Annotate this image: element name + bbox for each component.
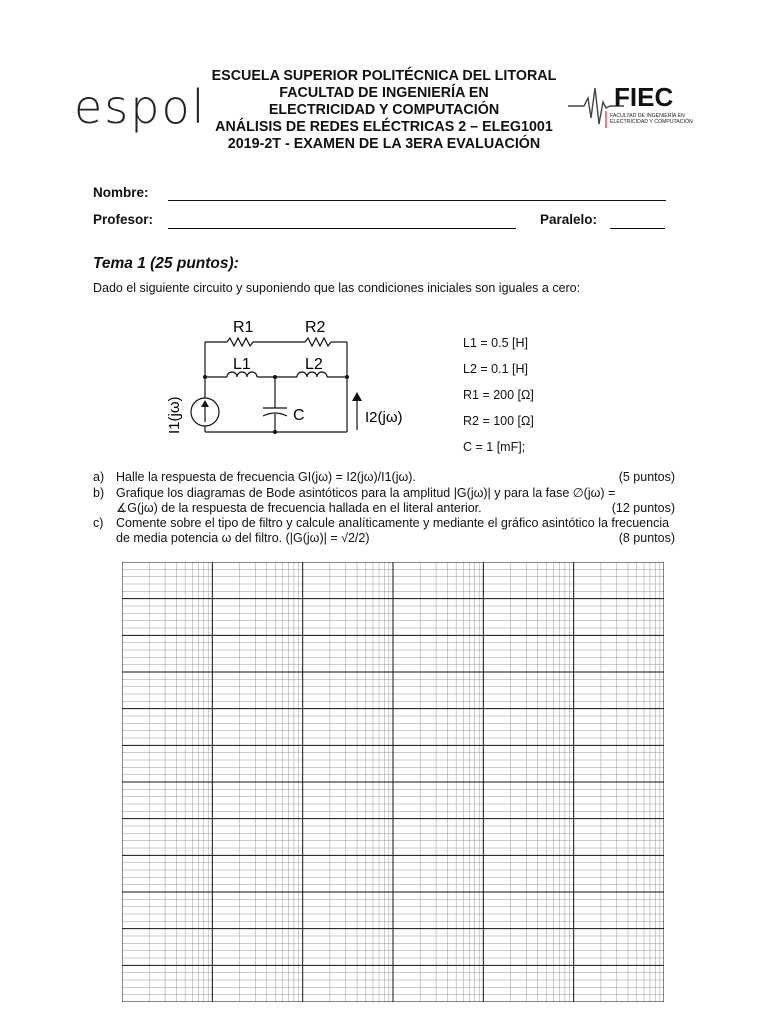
paralelo-field[interactable]: [610, 228, 665, 229]
nombre-label: Nombre:: [93, 185, 149, 200]
question-b-line1c: y para la fase ∅(jω) =: [494, 486, 616, 500]
value-r2: R2 = 100 [Ω]: [463, 414, 534, 428]
header-line-1: ESCUELA SUPERIOR POLITÉCNICA DEL LITORAL: [211, 68, 557, 84]
question-c-line1: Comente sobre el tipo de filtro y calcule analíticamente y mediante el gráfico asintótico la frecuencia: [116, 516, 670, 530]
question-b-line2b: (jω: [136, 501, 154, 515]
value-r1: R1 = 200 [Ω]: [463, 388, 534, 402]
question-c-line2b: del filtro. (|G: [234, 531, 303, 545]
question-b-points: (12 puntos): [611, 501, 675, 515]
question-c-line2c: (jω: [302, 531, 320, 545]
question-c-line2d: )| = √2/2): [319, 531, 370, 545]
label-l2: L2: [305, 356, 323, 373]
question-b-line1a: Grafique los diagramas de Bode asintóticos para la amplitud |G: [116, 486, 467, 500]
profesor-field[interactable]: [168, 228, 516, 229]
question-b-letter: b): [93, 486, 105, 500]
question-b-line2c: ) de la respuesta de frecuencia hallada en el literal anterior.: [153, 501, 482, 515]
profesor-label: Profesor:: [93, 212, 154, 227]
fiec-logo: [566, 80, 716, 132]
label-l1: L1: [233, 356, 251, 373]
semilog-graph-paper[interactable]: [122, 562, 664, 1002]
exam-header: [160, 68, 608, 153]
question-b-line2a: ∡G: [116, 501, 137, 515]
question-c-letter: c): [93, 516, 104, 530]
component-values: [463, 330, 534, 460]
question-b: [93, 486, 675, 518]
label-r1: R1: [233, 319, 254, 336]
fiec-subtitle-2: ELECTRICIDAD Y COMPUTACIÓN: [610, 119, 693, 125]
value-l1: L1 = 0.5 [H]: [463, 336, 528, 350]
label-c: C: [293, 407, 305, 424]
espol-logo: espol: [74, 80, 207, 134]
header-line-2: FACULTAD DE INGENIERÍA EN: [279, 85, 489, 101]
label-i2: I2(jω): [365, 409, 403, 426]
circuit-diagram: [165, 312, 435, 442]
fiec-subtitle-1: FACULTAD DE INGENIERÍA EN: [610, 113, 685, 119]
question-c-points: (8 puntos): [618, 531, 675, 545]
paralelo-label: Paralelo:: [540, 212, 598, 227]
value-c: C = 1 [mF];: [463, 440, 526, 454]
value-l2: L2 = 0.1 [H]: [463, 362, 528, 376]
header-line-3: ELECTRICIDAD Y COMPUTACIÓN: [268, 102, 500, 118]
question-c-line2a: de media potencia ω: [116, 531, 232, 545]
nombre-field[interactable]: [168, 200, 666, 201]
header-line-4: ANÁLISIS DE REDES ELÉCTRICAS 2 – ELEG1001: [215, 119, 553, 135]
label-r2: R2: [305, 319, 326, 336]
question-a: [93, 470, 675, 486]
question-a-points: (5 puntos): [618, 470, 675, 484]
tema-title: Tema 1 (25 puntos):: [93, 255, 239, 272]
question-a-text: Halle la respuesta de frecuencia G: [116, 470, 308, 484]
label-i1: I1(jω): [166, 396, 183, 434]
question-a-formula: I(jω) = I2(jω)/I1(jω).: [307, 470, 416, 484]
tema-intro: Dado el siguiente circuito y suponiendo que las condiciones iniciales son iguales a cero:: [93, 281, 581, 295]
question-a-letter: a): [93, 470, 105, 484]
fiec-logo-text: FIEC: [614, 82, 674, 112]
question-b-line1b: (jω)|: [466, 486, 491, 500]
question-c: [93, 516, 675, 548]
header-line-5: 2019-2T - EXAMEN DE LA 3ERA EVALUACIÓN: [227, 136, 541, 152]
